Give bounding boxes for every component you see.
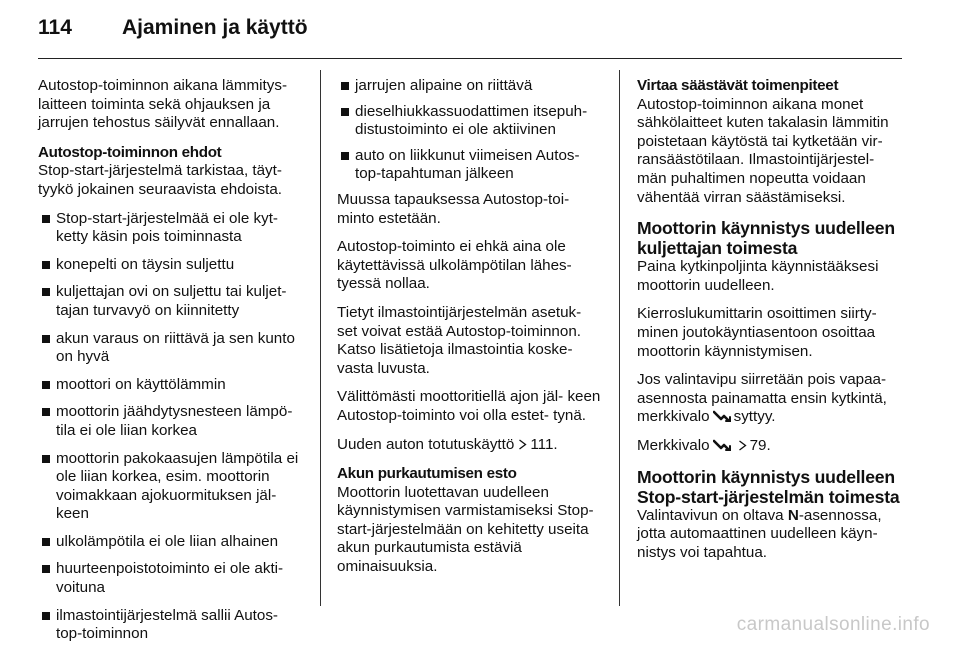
reference-text: Uuden auton totutuskäyttö: [337, 435, 515, 453]
paragraph-text-end: -asennossa, jotta automaattinen uudelleen käyn- nistys voi tapahtua.: [637, 506, 882, 561]
list-item: kuljettajan ovi on suljettu tai kuljet- tajan turvavyö on kiinnitetty: [38, 283, 306, 320]
column-3: [637, 77, 905, 573]
paragraph-selector: [637, 507, 905, 563]
page-number: 114: [38, 16, 72, 39]
list-item: konepelti on täysin suljettu: [38, 256, 306, 275]
paragraph: Välittömästi moottoritiellä ajon jäl- keen Autostop-toiminto voi olla estet- tynä.: [337, 388, 601, 424]
header-rule: [38, 58, 902, 59]
list-item: Stop-start-järjestelmää ei ole kyt- ketty käsin pois toiminnasta: [38, 210, 306, 247]
arrow-ref-icon: [518, 439, 527, 450]
paragraph-text-end: syttyy.: [733, 408, 776, 426]
battery-heading: Akun purkautumisen esto: [337, 465, 517, 483]
column-1: [38, 77, 306, 653]
gear-position-label: N: [787, 506, 799, 524]
paragraph: Autostop-toiminto ei ehkä aina ole käytettävissä ulkolämpötilan lähes- tyessä nollaa.: [337, 238, 572, 293]
conditions-intro: Stop-start-järjestelmä tarkistaa, täyt- tyykö jokainen seuraavista ehdoista.: [38, 162, 282, 198]
paragraph-text: Valintavivun on oltava: [637, 506, 784, 524]
paragraph-indicator: [637, 371, 905, 427]
column-divider-2: [619, 70, 620, 606]
reference-page[interactable]: 111.: [530, 435, 558, 453]
column-2: [337, 77, 605, 588]
list-item: moottori on käyttölämmin: [38, 376, 306, 395]
paragraph: Tietyt ilmastointijärjestelmän asetuk- set voivat estää Autostop-toiminnon. Katso lisätietoja ilmastointia koske- vasta luvusta.: [337, 303, 582, 377]
list-item: ilmastointijärjestelmä sallii Autos- top-toiminnon: [38, 607, 306, 644]
energy-paragraph: Autostop-toiminnon aikana monet sähkölaitteet kuten takalasin lämmitin poistetaan käytöstä tai kytketään vir- ransäästötilaan. Ilmastointijärjestel- män puhaltimen nopeutta voidaan vähentää virran säästämiseksi.: [637, 95, 889, 206]
reference-page[interactable]: 79.: [749, 436, 771, 454]
stop-start-indicator-icon: [713, 439, 731, 451]
paragraph-indicator-ref: [637, 437, 905, 456]
stop-start-indicator-icon: [713, 410, 731, 422]
list-item: akun varaus on riittävä ja sen kunto on hyvä: [38, 330, 306, 367]
paragraph: Paina kytkinpoljinta käynnistääksesi moottorin uudelleen.: [637, 258, 879, 294]
paragraph-text: Jos valintavipu siirretään pois vapaa- asennosta painamatta ensin kytkintä, merkkivalo: [637, 371, 887, 426]
list-item: dieselhiukkassuodattimen itsepuh- distustoiminto ei ole aktiivinen: [337, 103, 605, 140]
list-item: moottorin jäähdytysnesteen lämpö- tila ei ole liian korkea: [38, 403, 306, 440]
paragraph: Muussa tapauksessa Autostop-toi- minto estetään.: [337, 190, 570, 227]
list-item: ulkolämpötila ei ole liian alhainen: [38, 533, 306, 552]
watermark: carmanualsonline.info: [736, 614, 930, 635]
energy-heading: Virtaa säästävät toimenpiteet: [637, 77, 839, 94]
list-item: jarrujen alipaine on riittävä: [337, 77, 605, 96]
section-heading-driver-restart: Moottorin käynnistys uudelleen kuljettajan toimesta: [637, 218, 895, 259]
list-item: moottorin pakokaasujen lämpötila ei ole liian korkea, esim. moottorin voimakkaan ajokuormituksen jäl- keen: [38, 450, 306, 524]
page-header: [38, 6, 308, 50]
paragraph: Kierroslukumittarin osoittimen siirty- minen joutokäyntiasentoon osoittaa moottorin käynnistymisen.: [637, 305, 877, 360]
section-heading-system-restart: Moottorin käynnistys uudelleen Stop-start-järjestelmän toimesta: [637, 466, 900, 507]
conditions-list: [38, 210, 306, 644]
battery-paragraph: Moottorin luotettavan uudelleen käynnistymisen varmistamiseksi Stop-start-järjestelmään on kehitetty useita akun purkautumista estäviä ominaisuuksia.: [337, 483, 594, 576]
conditions-list-continued: [337, 77, 605, 184]
list-item: auto on liikkunut viimeisen Autos- top-tapahtuman jälkeen: [337, 147, 605, 184]
list-item: huurteenpoistotoiminto ei ole akti- voituna: [38, 560, 306, 597]
page-title: Ajaminen ja käyttö: [122, 16, 308, 39]
conditions-heading: Autostop-toiminnon ehdot: [38, 143, 222, 161]
intro-paragraph: Autostop-toiminnon aikana lämmitys- laitteen toiminta sekä ohjauksen ja jarrujen tehostus säilyvät ennallaan.: [38, 77, 288, 132]
column-divider-1: [320, 70, 321, 606]
paragraph-reference: [337, 436, 605, 455]
paragraph-text: Merkkivalo: [637, 436, 710, 454]
arrow-ref-icon: [738, 440, 747, 451]
